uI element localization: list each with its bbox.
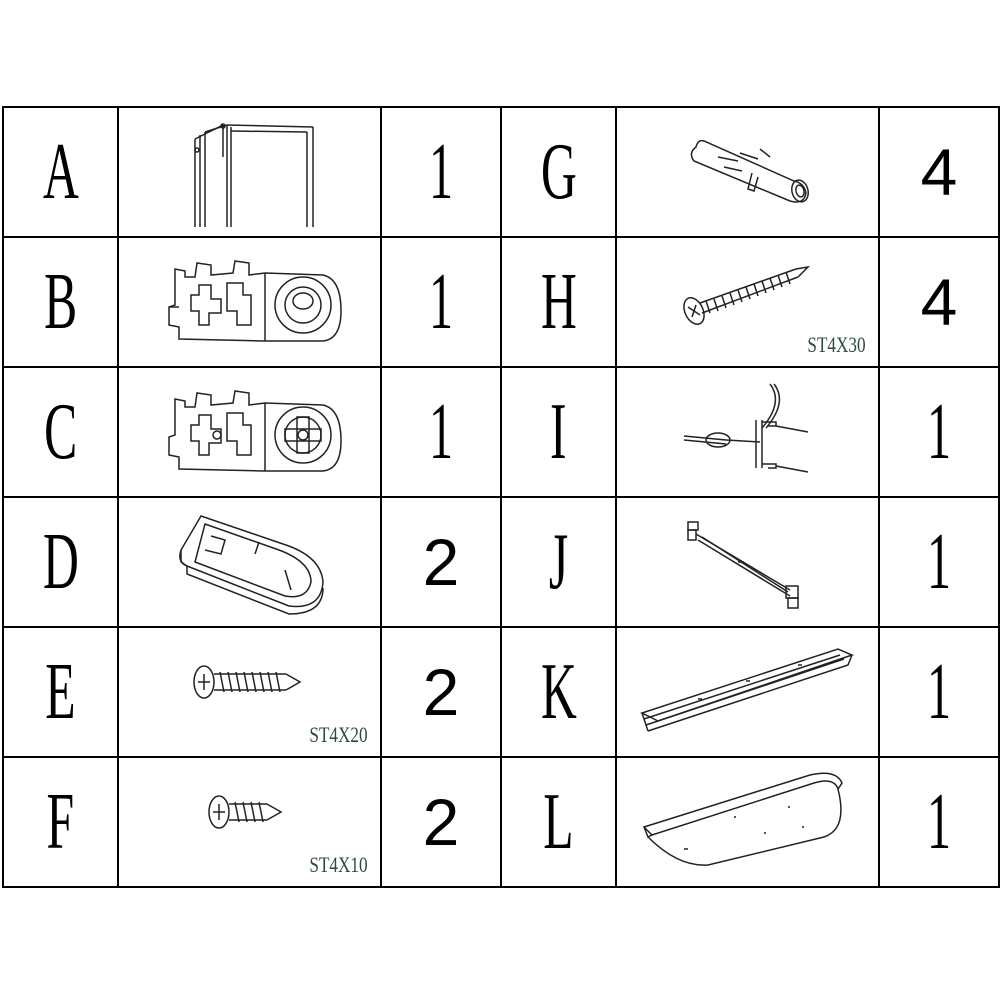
quantity-cell xyxy=(381,757,501,887)
spec-label: ST4X20 xyxy=(309,722,368,747)
hinge-bracket-icon xyxy=(155,255,345,350)
part-letter-cell xyxy=(501,367,616,497)
part-letter: B xyxy=(43,258,78,346)
part-image-cell xyxy=(118,757,381,887)
part-image-cell xyxy=(616,237,879,367)
spec-label: ST4X10 xyxy=(309,852,368,877)
quantity: 1 xyxy=(927,778,951,866)
part-image-cell xyxy=(118,237,381,367)
part-image-cell xyxy=(616,757,879,887)
part-letter-cell xyxy=(3,107,118,237)
quantity-cell xyxy=(381,497,501,627)
part-image-cell xyxy=(118,627,381,757)
quantity: 1 xyxy=(927,518,951,606)
part-letter-cell xyxy=(3,627,118,757)
quantity-cell xyxy=(879,107,999,237)
part-letter: F xyxy=(46,778,75,866)
quantity-cell xyxy=(879,367,999,497)
table-row xyxy=(3,107,999,237)
part-letter-cell xyxy=(3,757,118,887)
quantity: 2 xyxy=(422,785,460,859)
quantity-cell xyxy=(879,627,999,757)
table-row xyxy=(3,367,999,497)
table-row xyxy=(3,497,999,627)
quantity-cell xyxy=(879,757,999,887)
part-letter: I xyxy=(550,388,567,476)
quantity-cell xyxy=(381,627,501,757)
glass-panel-icon xyxy=(638,637,858,747)
part-image-cell xyxy=(616,627,879,757)
quantity: 1 xyxy=(927,648,951,736)
quantity: 1 xyxy=(429,258,453,346)
part-image-cell xyxy=(118,367,381,497)
curved-panel-icon xyxy=(638,767,858,877)
quantity: 4 xyxy=(920,135,958,209)
part-letter-cell xyxy=(501,107,616,237)
quantity: 1 xyxy=(429,128,453,216)
table-row xyxy=(3,627,999,757)
part-image-cell xyxy=(118,497,381,627)
quantity: 1 xyxy=(429,388,453,476)
support-bar-icon xyxy=(678,512,818,612)
part-image-cell xyxy=(616,367,879,497)
part-letter: G xyxy=(540,128,577,216)
quantity: 1 xyxy=(927,388,951,476)
table-row xyxy=(3,757,999,887)
parts-table xyxy=(2,106,1000,888)
end-cap-icon xyxy=(165,510,335,615)
part-letter: L xyxy=(543,778,574,866)
folded-door-panel-icon xyxy=(175,117,325,227)
part-letter: K xyxy=(540,648,577,736)
screw-icon xyxy=(190,652,310,712)
part-letter: C xyxy=(43,388,78,476)
part-letter-cell xyxy=(3,237,118,367)
hinge-bracket-slotted-icon xyxy=(155,385,345,480)
seal-strip-icon xyxy=(678,382,818,482)
part-letter-cell xyxy=(3,497,118,627)
part-image-cell xyxy=(616,497,879,627)
part-letter-cell xyxy=(501,237,616,367)
table-row xyxy=(3,237,999,367)
long-screw-icon xyxy=(678,253,818,333)
short-screw-icon xyxy=(205,782,295,842)
quantity: 2 xyxy=(422,655,460,729)
part-letter: A xyxy=(42,128,79,216)
part-letter-cell xyxy=(501,757,616,887)
quantity: 4 xyxy=(920,265,958,339)
quantity-cell xyxy=(879,497,999,627)
quantity: 2 xyxy=(422,525,460,599)
spec-label: ST4X30 xyxy=(807,332,866,357)
quantity-cell xyxy=(381,237,501,367)
part-letter: J xyxy=(548,518,569,606)
part-letter-cell xyxy=(501,627,616,757)
part-letter: E xyxy=(45,648,76,736)
quantity-cell xyxy=(879,237,999,367)
part-letter: D xyxy=(42,518,79,606)
part-letter-cell xyxy=(3,367,118,497)
part-letter: H xyxy=(540,258,577,346)
quantity-cell xyxy=(381,367,501,497)
part-image-cell xyxy=(616,107,879,237)
part-image-cell xyxy=(118,107,381,237)
part-letter-cell xyxy=(501,497,616,627)
wall-plug-icon xyxy=(678,127,818,217)
quantity-cell xyxy=(381,107,501,237)
